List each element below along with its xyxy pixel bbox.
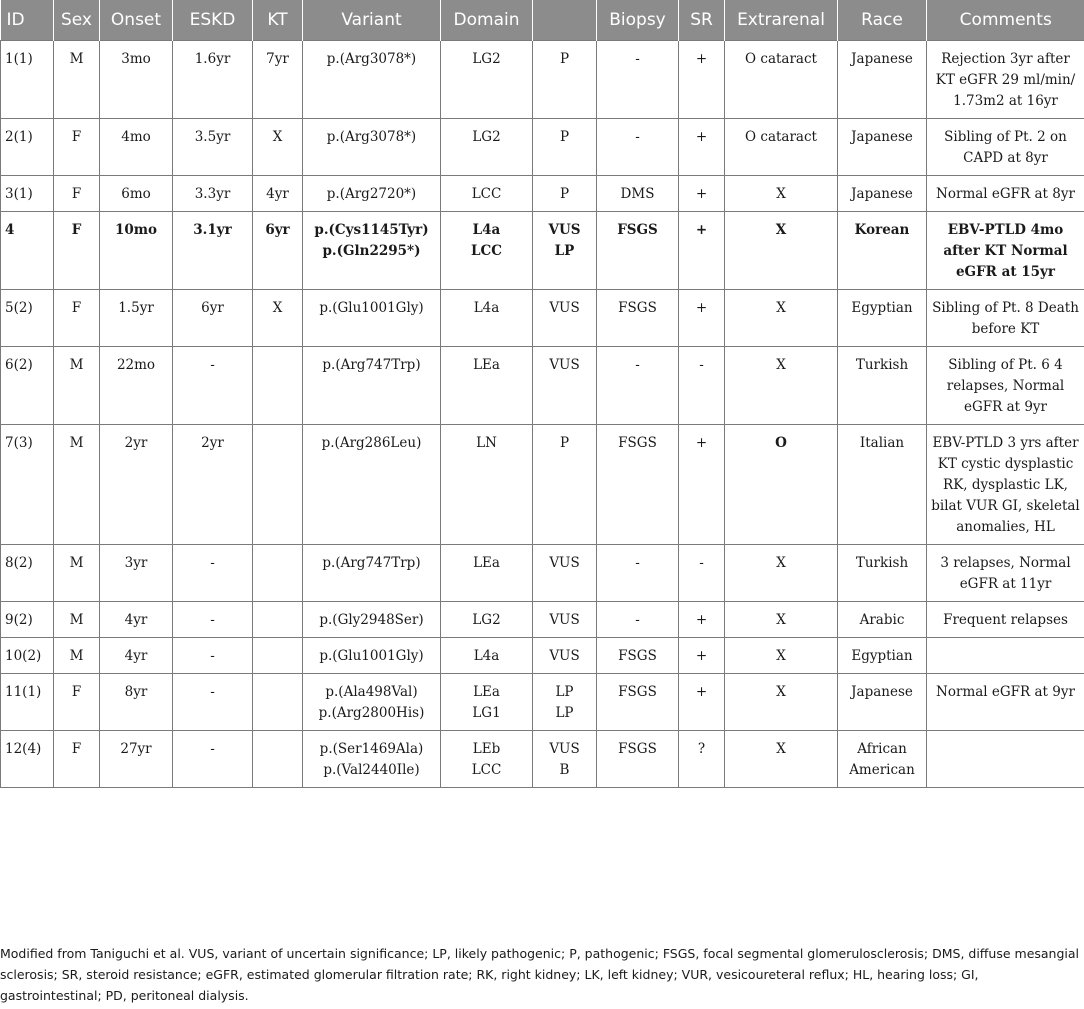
cell-comments: Sibling of Pt. 8 Death before KT: [927, 290, 1084, 347]
cell-class: [533, 212, 597, 290]
cell-domain: LG2: [441, 602, 533, 638]
cell-kt: [253, 638, 303, 674]
cell-biopsy: FSGS: [597, 425, 679, 545]
cell-comments: 3 relapses, Normal eGFR at 11yr: [927, 545, 1084, 602]
cell-race: Japanese: [838, 176, 927, 212]
cell-kt: 6yr: [253, 212, 303, 290]
cell-race: Egyptian: [838, 290, 927, 347]
cell-eskd: -: [173, 602, 253, 638]
cell-line: L4a: [472, 222, 501, 238]
cell-class: VUS: [533, 638, 597, 674]
table-row: [1, 638, 1084, 674]
cell-line: p.(Cys1145Tyr): [314, 222, 429, 238]
cell-sex: F: [54, 212, 100, 290]
cell-id: 2(1): [1, 119, 54, 176]
cell-biopsy: -: [597, 41, 679, 119]
cell-sr: +: [679, 290, 725, 347]
cell-eskd: -: [173, 731, 253, 788]
cell-extrarenal: X: [725, 212, 838, 290]
cell-domain: [441, 212, 533, 290]
cell-eskd: -: [173, 674, 253, 731]
col-header-variant: Variant: [303, 0, 441, 41]
cell-onset: 4yr: [100, 638, 173, 674]
cell-comments: Rejection 3yr after KT eGFR 29 ml/min/ 1.73m2 at 16yr: [927, 41, 1084, 119]
cell-comments: EBV-PTLD 3 yrs after KT cystic dysplastic RK, dysplastic LK, bilat VUR GI, skeletal anomalies, HL: [927, 425, 1084, 545]
cell-class: P: [533, 425, 597, 545]
cell-class: VUS: [533, 290, 597, 347]
cell-class: VUS: [533, 347, 597, 425]
cell-line: LEa: [473, 684, 500, 700]
cell-eskd: -: [173, 545, 253, 602]
cell-biopsy: FSGS: [597, 674, 679, 731]
cell-variant: p.(Arg747Trp): [303, 545, 441, 602]
cell-variant: [303, 731, 441, 788]
cell-variant: p.(Arg3078*): [303, 119, 441, 176]
cell-line: VUS: [548, 222, 581, 238]
cell-sex: F: [54, 731, 100, 788]
cell-class: P: [533, 41, 597, 119]
col-header-race: Race: [838, 0, 927, 41]
table-row: [1, 425, 1084, 545]
cell-sr: -: [679, 347, 725, 425]
cell-id: 6(2): [1, 347, 54, 425]
cell-extrarenal: O: [725, 425, 838, 545]
cell-line: LG1: [472, 705, 501, 721]
cell-sr: +: [679, 674, 725, 731]
cell-variant: p.(Arg747Trp): [303, 347, 441, 425]
cell-kt: [253, 545, 303, 602]
cell-domain: LEa: [441, 347, 533, 425]
table-row: [1, 41, 1084, 119]
table-footnote: Modified from Taniguchi et al. VUS, variant of uncertain significance; LP, likely pathogenic; P, pathogenic; FSGS, focal segmental glomerulosclerosis; DMS, diffuse mesangial sclerosis; SR, steroid resistance; eGFR, estimated glomerular filtration rate; RK, right kidney; LK, left kidney; VUR, vesicoureteral reflux; HL, hearing loss; GI, gastrointestinal; PD, peritoneal dialysis.: [0, 946, 1080, 1003]
cell-eskd: -: [173, 638, 253, 674]
cell-comments: [927, 731, 1084, 788]
col-header-id: ID: [1, 0, 54, 41]
cell-class: VUS: [533, 545, 597, 602]
cell-sr: +: [679, 119, 725, 176]
cell-biopsy: FSGS: [597, 290, 679, 347]
cell-sex: M: [54, 602, 100, 638]
cell-domain: L4a: [441, 290, 533, 347]
cell-domain: LG2: [441, 119, 533, 176]
cell-race: Japanese: [838, 119, 927, 176]
cell-id: 7(3): [1, 425, 54, 545]
cell-kt: [253, 731, 303, 788]
cell-line: B: [559, 762, 570, 778]
cell-extrarenal: X: [725, 176, 838, 212]
col-header-extrarenal: Extrarenal: [725, 0, 838, 41]
cell-sex: F: [54, 176, 100, 212]
cell-line: LEb: [472, 741, 501, 757]
cell-eskd: -: [173, 347, 253, 425]
cell-biopsy: -: [597, 545, 679, 602]
cell-id: 12(4): [1, 731, 54, 788]
cell-sr: +: [679, 41, 725, 119]
cell-variant: p.(Glu1001Gly): [303, 290, 441, 347]
cell-sex: F: [54, 119, 100, 176]
cell-id: 9(2): [1, 602, 54, 638]
cell-race: Turkish: [838, 347, 927, 425]
cell-extrarenal: X: [725, 674, 838, 731]
cell-id: 1(1): [1, 41, 54, 119]
cell-onset: 3mo: [100, 41, 173, 119]
cell-eskd: 3.5yr: [173, 119, 253, 176]
cell-kt: [253, 602, 303, 638]
cell-biopsy: -: [597, 119, 679, 176]
cell-line: p.(Val2440Ile): [323, 762, 420, 778]
cell-domain: LG2: [441, 41, 533, 119]
cell-domain: [441, 674, 533, 731]
cell-race: Arabic: [838, 602, 927, 638]
cell-variant: p.(Gly2948Ser): [303, 602, 441, 638]
cell-eskd: 3.3yr: [173, 176, 253, 212]
cell-kt: 4yr: [253, 176, 303, 212]
col-header-onset: Onset: [100, 0, 173, 41]
cell-kt: X: [253, 119, 303, 176]
cell-id: 10(2): [1, 638, 54, 674]
col-header-domain: Domain: [441, 0, 533, 41]
col-header-biopsy: Biopsy: [597, 0, 679, 41]
table-row: [1, 602, 1084, 638]
cell-kt: [253, 425, 303, 545]
cell-onset: 8yr: [100, 674, 173, 731]
cell-variant: p.(Arg286Leu): [303, 425, 441, 545]
cell-line: p.(Arg2800His): [318, 705, 425, 721]
cell-sr: +: [679, 638, 725, 674]
cell-domain: LCC: [441, 176, 533, 212]
cell-line: LCC: [471, 243, 502, 259]
cell-line: p.(Ser1469Ala): [319, 741, 424, 757]
cell-sex: F: [54, 290, 100, 347]
cell-sex: M: [54, 41, 100, 119]
cell-eskd: 3.1yr: [173, 212, 253, 290]
cell-extrarenal: O cataract: [725, 119, 838, 176]
cell-extrarenal: X: [725, 602, 838, 638]
cell-class: VUS: [533, 602, 597, 638]
cell-line: LP: [554, 243, 575, 259]
cell-kt: X: [253, 290, 303, 347]
header-row: [1, 0, 1084, 41]
table-row: [1, 545, 1084, 602]
cell-eskd: 1.6yr: [173, 41, 253, 119]
cell-biopsy: -: [597, 602, 679, 638]
cell-onset: 3yr: [100, 545, 173, 602]
cell-domain: LEa: [441, 545, 533, 602]
cell-race: African American: [838, 731, 927, 788]
cell-kt: [253, 347, 303, 425]
cell-race: Korean: [838, 212, 927, 290]
cell-eskd: 6yr: [173, 290, 253, 347]
cell-line: LP: [555, 684, 574, 700]
cell-sex: M: [54, 545, 100, 602]
cell-extrarenal: O cataract: [725, 41, 838, 119]
table-row: [1, 347, 1084, 425]
cell-comments: Sibling of Pt. 2 on CAPD at 8yr: [927, 119, 1084, 176]
cell-line: VUS: [549, 741, 580, 757]
cell-extrarenal: X: [725, 545, 838, 602]
cell-sex: M: [54, 347, 100, 425]
cell-extrarenal: X: [725, 731, 838, 788]
cell-comments: Normal eGFR at 8yr: [927, 176, 1084, 212]
cell-sex: M: [54, 638, 100, 674]
cell-onset: 4yr: [100, 602, 173, 638]
col-header-sr: SR: [679, 0, 725, 41]
table-row: [1, 674, 1084, 731]
cell-sex: M: [54, 425, 100, 545]
cell-comments: [927, 638, 1084, 674]
cell-variant: [303, 674, 441, 731]
table-row: [1, 212, 1084, 290]
col-header-eskd: ESKD: [173, 0, 253, 41]
cell-class: [533, 674, 597, 731]
cell-id: 4: [1, 212, 54, 290]
cell-variant: [303, 212, 441, 290]
cell-variant: p.(Arg3078*): [303, 41, 441, 119]
cell-race: Turkish: [838, 545, 927, 602]
cell-class: P: [533, 176, 597, 212]
cell-race: Japanese: [838, 674, 927, 731]
cell-line: LP: [555, 705, 574, 721]
cell-id: 8(2): [1, 545, 54, 602]
cell-onset: 27yr: [100, 731, 173, 788]
table-row: [1, 731, 1084, 788]
cell-sr: +: [679, 425, 725, 545]
cell-eskd: 2yr: [173, 425, 253, 545]
cell-onset: 10mo: [100, 212, 173, 290]
cell-onset: 22mo: [100, 347, 173, 425]
cell-id: 3(1): [1, 176, 54, 212]
col-header-sex: Sex: [54, 0, 100, 41]
cell-kt: 7yr: [253, 41, 303, 119]
cell-class: [533, 731, 597, 788]
cell-race: Italian: [838, 425, 927, 545]
cell-sr: +: [679, 176, 725, 212]
cell-comments: Frequent relapses: [927, 602, 1084, 638]
cell-onset: 4mo: [100, 119, 173, 176]
cell-extrarenal: X: [725, 638, 838, 674]
cell-race: Japanese: [838, 41, 927, 119]
cell-race: Egyptian: [838, 638, 927, 674]
col-header-class: [533, 0, 597, 41]
cell-comments: Normal eGFR at 9yr: [927, 674, 1084, 731]
cell-line: p.(Ala498Val): [325, 684, 418, 700]
cell-biopsy: -: [597, 347, 679, 425]
cell-biopsy: FSGS: [597, 731, 679, 788]
cell-id: 11(1): [1, 674, 54, 731]
cell-id: 5(2): [1, 290, 54, 347]
table-row: [1, 119, 1084, 176]
cell-onset: 2yr: [100, 425, 173, 545]
cell-line: LCC: [471, 762, 502, 778]
cell-kt: [253, 674, 303, 731]
cell-comments: Sibling of Pt. 6 4 relapses, Normal eGFR at 9yr: [927, 347, 1084, 425]
col-header-comments: Comments: [927, 0, 1084, 41]
cell-class: P: [533, 119, 597, 176]
cell-variant: p.(Arg2720*): [303, 176, 441, 212]
cell-comments: EBV-PTLD 4mo after KT Normal eGFR at 15yr: [927, 212, 1084, 290]
col-header-kt: KT: [253, 0, 303, 41]
cell-onset: 6mo: [100, 176, 173, 212]
cell-sr: +: [679, 212, 725, 290]
cell-domain: L4a: [441, 638, 533, 674]
cell-extrarenal: X: [725, 347, 838, 425]
cell-sex: F: [54, 674, 100, 731]
cell-domain: LN: [441, 425, 533, 545]
cell-extrarenal: X: [725, 290, 838, 347]
cell-variant: p.(Glu1001Gly): [303, 638, 441, 674]
table-row: [1, 290, 1084, 347]
cell-biopsy: FSGS: [597, 638, 679, 674]
cell-biopsy: FSGS: [597, 212, 679, 290]
cell-biopsy: DMS: [597, 176, 679, 212]
cell-line: p.(Gln2295*): [322, 243, 421, 259]
cell-onset: 1.5yr: [100, 290, 173, 347]
cell-domain: [441, 731, 533, 788]
cell-sr: +: [679, 602, 725, 638]
table-row: [1, 176, 1084, 212]
cell-sr: ?: [679, 731, 725, 788]
cell-sr: -: [679, 545, 725, 602]
